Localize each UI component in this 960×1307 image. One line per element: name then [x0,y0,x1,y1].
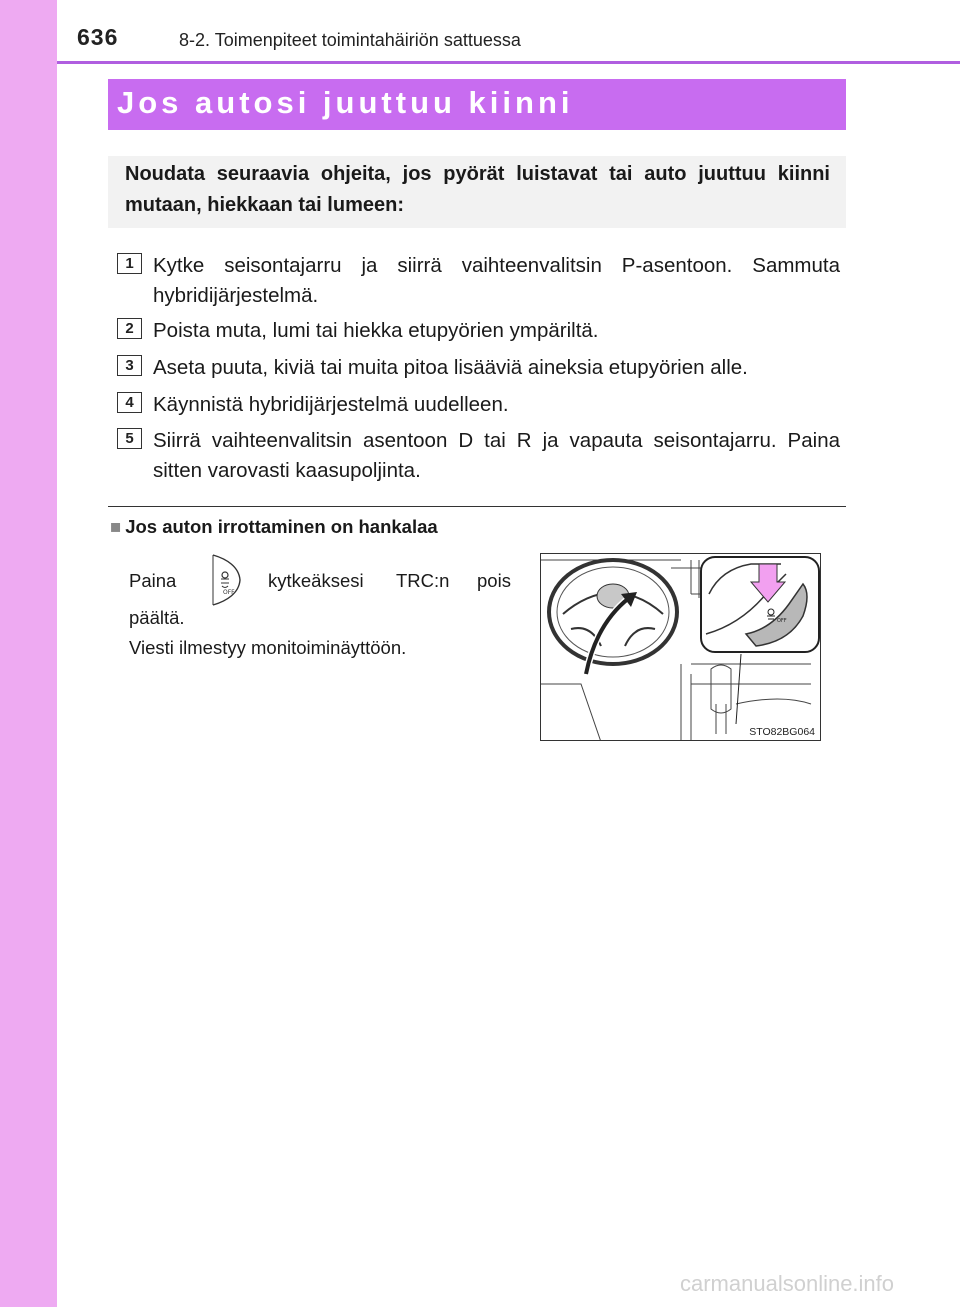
title-bar [108,79,846,130]
step-number-box: 5 [117,428,142,449]
intro-text: Noudata seuraavia ohjeita, jos pyörät luistavat tai auto juuttuu kiinni mutaan, hiekkaan tai lumeen: [125,163,830,216]
watermark-text: carmanualsonline.info [680,1271,895,1296]
step-text: Poista muta, lumi tai hiekka etupyörien ympäriltä. [153,319,599,342]
step-5 [117,426,840,486]
header-rule [57,61,960,64]
side-tab-band [0,0,57,1307]
running-header: 8-2. Toimenpiteet toimintahäiriön sattuessa [179,30,521,50]
step-number-box: 1 [117,253,142,274]
paragraph-line: Viesti ilmestyy monitoiminäyttöön. [129,637,407,658]
word-trc: TRC:n [396,570,450,591]
illustration-code: STO82BG064 [749,726,815,738]
word-paina: Paina [129,570,177,591]
word-pois: pois [477,570,511,591]
svg-text:OFF: OFF [777,618,787,624]
page-title: Jos autosi juuttuu kiinni [117,85,574,120]
word-kytkeaksesi: kytkeäksesi [268,570,364,591]
step-number-box: 2 [117,318,142,339]
section-rule [108,506,846,507]
steering-wheel-drawing [541,554,821,741]
square-bullet-icon: ■ [110,516,122,537]
page-number: 636 [77,24,119,50]
step-2 [117,316,840,346]
svg-text:OFF: OFF [223,589,235,596]
step-text: Siirrä vaihteenvalitsin asentoon D tai R ja vapauta seisontajarru. Paina sitten varovasti kaasupoljinta. [153,429,840,482]
step-text: Käynnistä hybridijärjestelmä uudelleen. [153,393,509,416]
dashboard-illustration [540,553,821,741]
intro-box [108,156,846,228]
step-text: Aseta puuta, kiviä tai muita pitoa lisääviä aineksia etupyörien alle. [153,356,748,379]
step-number-box: 4 [117,392,142,413]
step-3 [117,353,840,383]
step-1 [117,251,840,311]
paragraph-line: päältä. [129,607,185,628]
subsection-heading-text: Jos auton irrottaminen on hankalaa [125,516,438,537]
step-text: Kytke seisontajarru ja siirrä vaihteenvalitsin P-asentoon. Sammuta hybridijärjestelmä. [153,254,840,307]
step-4 [117,390,840,420]
trc-off-switch-icon [209,553,243,607]
step-number-box: 3 [117,355,142,376]
subsection-heading [110,516,438,538]
